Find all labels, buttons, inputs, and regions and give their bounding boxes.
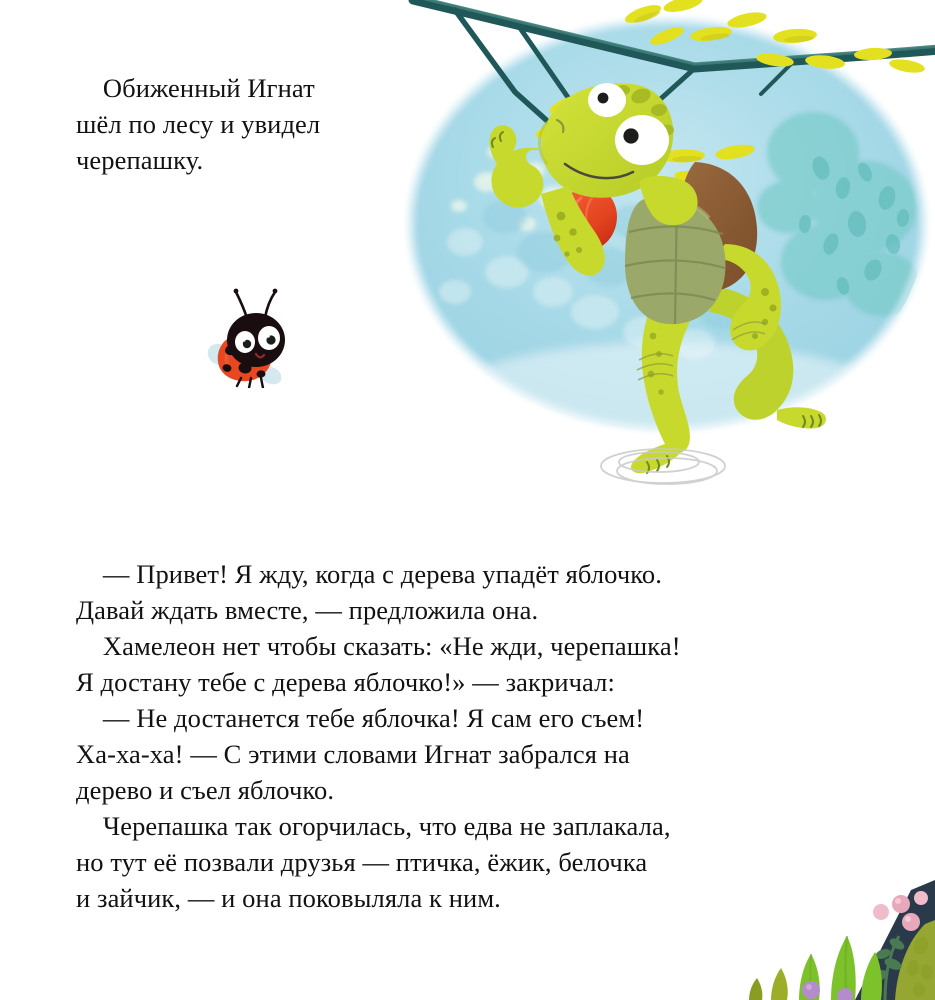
- leaves: [534, 0, 926, 187]
- tree-branch: [413, 0, 935, 152]
- paragraph: [76, 556, 816, 628]
- text-line: — Привет! Я жду, когда с дерева упадёт яблочко.: [76, 559, 662, 589]
- text-line: дерево и съел яблочко.: [76, 775, 335, 805]
- text-line: Хамелеон нет чтобы сказать: «Не жди, черепашка!: [76, 631, 681, 661]
- text-line: черепашку.: [76, 145, 204, 175]
- text-line: Я достану тебе с дерева яблочко!» — закричал:: [76, 667, 615, 697]
- illustration-turtle-scene: [395, 0, 935, 497]
- text-line: но тут её позвали друзья — птичка, ёжик, белочка: [76, 847, 648, 877]
- background-blob: [411, 21, 923, 482]
- ground-ring: [601, 449, 725, 484]
- paragraph: [76, 700, 816, 808]
- ladybug-character: [203, 278, 303, 388]
- paragraph: [76, 70, 416, 178]
- text-line: Давай ждать вместе, — предложила она.: [76, 595, 539, 625]
- paragraph: [76, 808, 816, 916]
- text-line: Черепашка так огорчилась, что едва не заплакала,: [76, 811, 671, 841]
- text-line: Обиженный Игнат: [76, 73, 315, 103]
- turtle: [490, 83, 826, 484]
- paragraph: [76, 628, 816, 700]
- text-line: — Не достанется тебе яблочка! Я сам его съем!: [76, 703, 645, 733]
- body-text: [76, 556, 816, 916]
- apple: [561, 152, 617, 250]
- text-line: Ха-ха-ха! — С этими словами Игнат забрался на: [76, 739, 630, 769]
- text-line: и зайчик, — и она поковыляла к ним.: [76, 883, 501, 913]
- text-line: шёл по лесу и увидел: [76, 109, 321, 139]
- intro-paragraph: [76, 70, 416, 178]
